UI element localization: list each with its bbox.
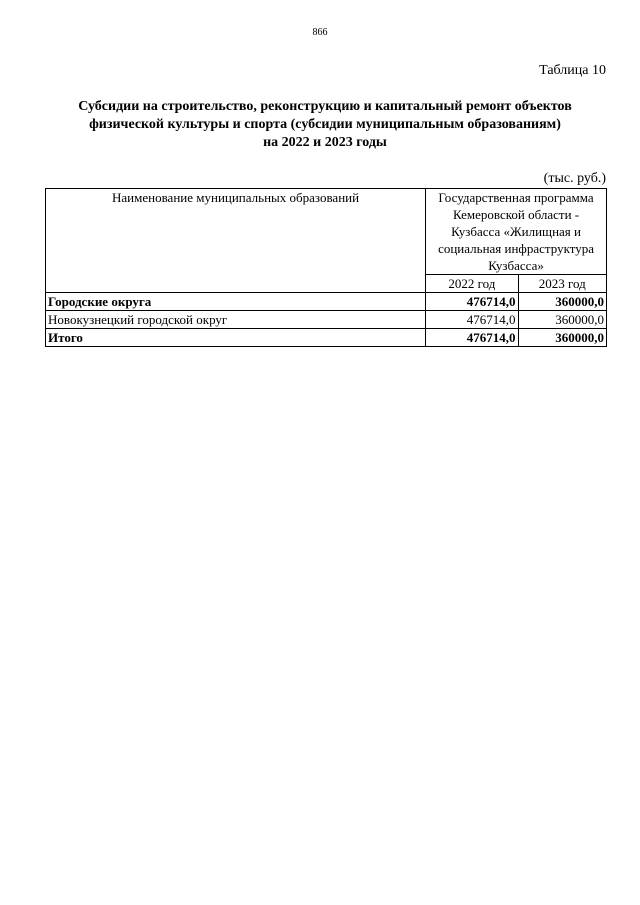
header-year-2022: 2022 год	[426, 275, 518, 293]
table-label: Таблица 10	[539, 63, 606, 78]
table-row-total	[46, 329, 607, 347]
row-value-2023: 360000,0	[518, 293, 606, 311]
row-value-2022: 476714,0	[426, 329, 518, 347]
header-program-line: Кузбасса»	[488, 258, 544, 273]
row-value-2023: 360000,0	[518, 311, 606, 329]
units-label: (тыс. руб.)	[543, 171, 606, 186]
header-year-2023: 2023 год	[518, 275, 606, 293]
row-value-2022: 476714,0	[426, 311, 518, 329]
table-row	[46, 311, 607, 329]
header-program-line: Государственная программа	[438, 190, 594, 205]
header-program	[426, 189, 607, 275]
row-name: Итого	[46, 329, 426, 347]
table-row	[46, 293, 607, 311]
title-line-3: на 2022 и 2023 годы	[263, 135, 387, 150]
title-line-2: физической культуры и спорта (субсидии муниципальным образованиям)	[89, 117, 561, 132]
document-title	[40, 98, 610, 152]
row-value-2023: 360000,0	[518, 329, 606, 347]
table-header-row	[46, 189, 607, 275]
row-name: Городские округа	[46, 293, 426, 311]
subsidies-table	[45, 188, 607, 347]
page-number: 866	[312, 27, 328, 38]
row-value-2022: 476714,0	[426, 293, 518, 311]
header-program-line: социальная инфраструктура	[438, 241, 594, 256]
header-program-line: Кемеровской области -	[452, 207, 580, 222]
row-name: Новокузнецкий городской округ	[46, 311, 426, 329]
title-line-1: Субсидии на строительство, реконструкцию и капитальный ремонт объектов	[78, 99, 572, 114]
header-municipality-name: Наименование муниципальных образований	[46, 189, 426, 293]
header-program-line: Кузбасса «Жилищная и	[451, 224, 581, 239]
